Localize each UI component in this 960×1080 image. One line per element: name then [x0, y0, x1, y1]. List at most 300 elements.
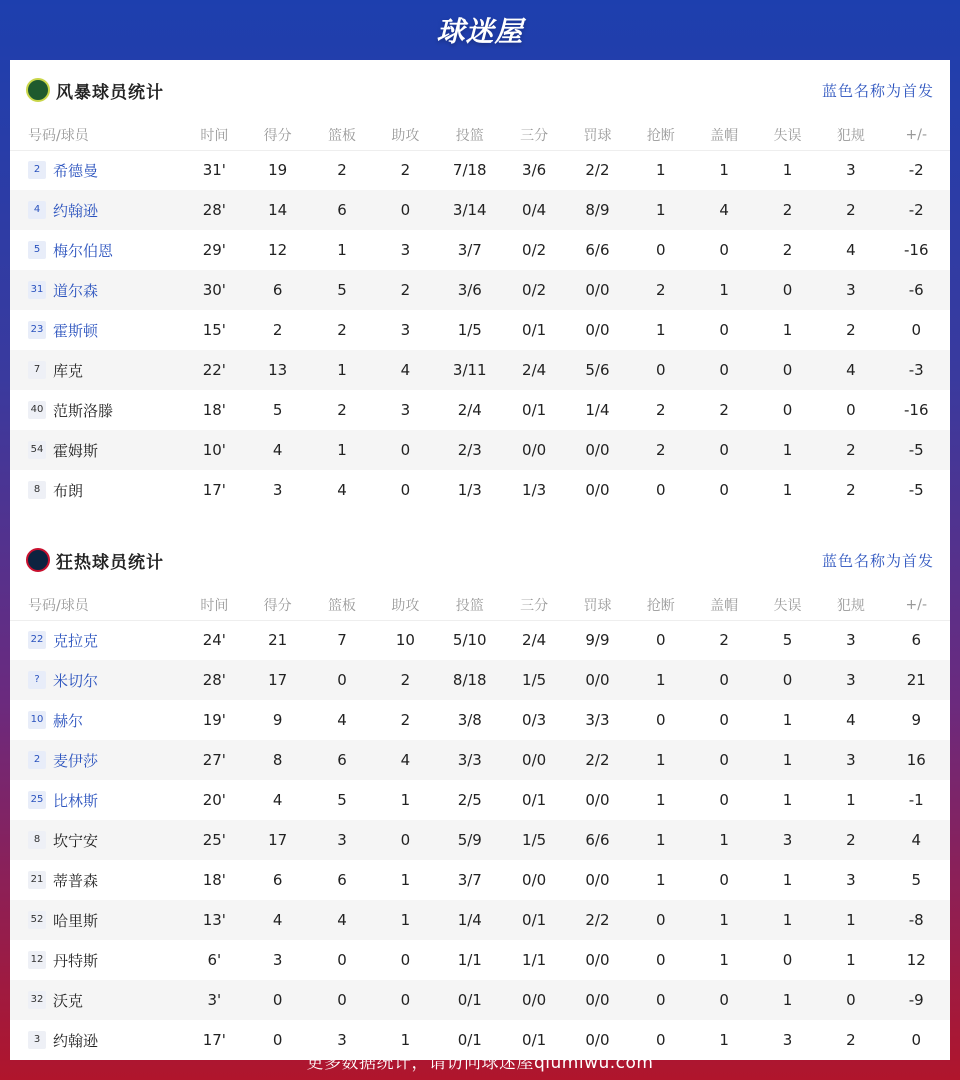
player-name-link[interactable]: 霍姆斯	[53, 441, 99, 460]
stat-cell: 0/0	[566, 430, 629, 470]
column-header: 抢断	[629, 120, 692, 150]
player-name-link[interactable]: 哈里斯	[53, 911, 99, 930]
stat-cell: 1	[310, 350, 373, 390]
stat-cell: 0	[629, 980, 692, 1020]
stat-cell: 0	[819, 390, 882, 430]
stat-cell: 30'	[184, 270, 245, 310]
stat-cell: 0/0	[566, 780, 629, 820]
player-name-link[interactable]: 范斯洛滕	[53, 401, 114, 420]
table-row	[10, 190, 950, 230]
stat-cell: 2	[819, 430, 882, 470]
table-row	[10, 270, 950, 310]
stat-cell: 0	[374, 430, 437, 470]
stat-cell: 17'	[184, 1020, 245, 1060]
team-section	[10, 530, 950, 1060]
stat-cell: 4	[819, 230, 882, 270]
stat-cell: 1	[629, 310, 692, 350]
stat-cell: 3	[819, 150, 882, 190]
player-name-link[interactable]: 坎宁安	[53, 831, 99, 850]
stat-cell: 2	[819, 310, 882, 350]
stat-cell: 17	[245, 820, 310, 860]
stat-cell: 3'	[184, 980, 245, 1020]
stat-cell: 14	[245, 190, 310, 230]
table-row	[10, 660, 950, 700]
stat-cell: 6/6	[566, 230, 629, 270]
stat-cell: 7	[310, 620, 373, 660]
stat-cell: 4	[883, 820, 950, 860]
stat-cell: 5/10	[437, 620, 502, 660]
stat-cell: 4	[819, 350, 882, 390]
player-cell	[10, 270, 184, 310]
stat-cell: 0	[374, 820, 437, 860]
jersey-number-badge: 21	[28, 871, 46, 889]
column-header: 号码/球员	[10, 590, 184, 620]
stat-cell: 13	[245, 350, 310, 390]
stat-cell: 1	[692, 940, 755, 980]
stat-cell: 2	[692, 620, 755, 660]
column-header: 抢断	[629, 590, 692, 620]
stat-cell: 2	[692, 390, 755, 430]
player-cell	[10, 900, 184, 940]
jersey-number-badge: 31	[28, 281, 46, 299]
stat-cell: -16	[883, 390, 950, 430]
column-header: 失误	[756, 590, 819, 620]
stat-cell: 0/1	[502, 390, 565, 430]
table-row	[10, 780, 950, 820]
stat-cell: 1	[756, 900, 819, 940]
stat-cell: 0/2	[502, 230, 565, 270]
stat-cell: 0/0	[566, 940, 629, 980]
player-name-link[interactable]: 沃克	[53, 991, 84, 1010]
column-header: 三分	[502, 120, 565, 150]
stat-cell: 18'	[184, 390, 245, 430]
player-cell	[10, 310, 184, 350]
stat-cell: 0	[692, 700, 755, 740]
column-header: 得分	[245, 120, 310, 150]
stat-cell: 0	[692, 230, 755, 270]
stat-cell: 2	[310, 390, 373, 430]
stat-cell: 1	[756, 780, 819, 820]
stat-cell: 2/4	[502, 350, 565, 390]
stat-cell: 2	[819, 470, 882, 510]
stat-cell: 1	[629, 740, 692, 780]
stat-cell: 1	[756, 150, 819, 190]
stat-cell: 1	[629, 780, 692, 820]
stats-table	[10, 120, 950, 510]
stat-cell: -9	[883, 980, 950, 1020]
player-name-link[interactable]: 约翰逊	[53, 201, 99, 220]
stat-cell: 6	[245, 270, 310, 310]
stat-cell: 2	[374, 150, 437, 190]
table-row	[10, 230, 950, 270]
stat-cell: -5	[883, 430, 950, 470]
stat-cell: 0/3	[502, 700, 565, 740]
stat-cell: 5	[310, 780, 373, 820]
stat-cell: 1	[756, 700, 819, 740]
stat-cell: 1	[819, 780, 882, 820]
section-title: 狂热球员统计	[56, 552, 164, 573]
jersey-number-badge: 3	[28, 1031, 46, 1049]
stat-cell: 1	[692, 900, 755, 940]
player-cell	[10, 390, 184, 430]
stat-cell: 21	[883, 660, 950, 700]
stat-cell: 4	[245, 430, 310, 470]
stats-table	[10, 590, 950, 1060]
stat-cell: 1	[629, 190, 692, 230]
stat-cell: 2	[629, 390, 692, 430]
player-cell	[10, 660, 184, 700]
jersey-number-badge: 8	[28, 481, 46, 499]
stat-cell: 15'	[184, 310, 245, 350]
stat-cell: 24'	[184, 620, 245, 660]
stat-cell: 6/6	[566, 820, 629, 860]
player-cell	[10, 700, 184, 740]
stat-cell: 1/4	[437, 900, 502, 940]
player-name-link[interactable]: 克拉克	[53, 631, 99, 650]
stat-cell: 0	[756, 940, 819, 980]
stat-cell: 0	[692, 310, 755, 350]
player-cell	[10, 190, 184, 230]
stat-cell: 1/1	[502, 940, 565, 980]
stat-cell: 0/4	[502, 190, 565, 230]
stat-cell: 2	[245, 310, 310, 350]
stat-cell: -1	[883, 780, 950, 820]
stat-cell: 0/0	[566, 470, 629, 510]
stat-cell: 0	[374, 940, 437, 980]
stat-cell: 0/1	[502, 780, 565, 820]
stat-cell: 2	[374, 660, 437, 700]
stat-cell: 0/0	[502, 430, 565, 470]
stat-cell: 2	[374, 270, 437, 310]
player-name-link[interactable]: 比林斯	[53, 791, 99, 810]
player-name-link[interactable]: 霍斯顿	[53, 321, 99, 340]
column-header: 助攻	[374, 120, 437, 150]
player-name-link[interactable]: 库克	[53, 361, 84, 380]
stat-cell: 8	[245, 740, 310, 780]
player-cell	[10, 230, 184, 270]
stat-cell: 2/4	[502, 620, 565, 660]
player-name-link[interactable]: 赫尔	[53, 711, 84, 730]
stat-cell: 1	[310, 230, 373, 270]
stat-cell: 0	[629, 620, 692, 660]
stat-cell: 0	[692, 980, 755, 1020]
stat-cell: 0	[374, 470, 437, 510]
stat-cell: 3/6	[437, 270, 502, 310]
column-header: 篮板	[310, 120, 373, 150]
stat-cell: 0	[310, 660, 373, 700]
fever-logo-icon	[26, 548, 50, 572]
player-name-link[interactable]: 布朗	[53, 481, 84, 500]
jersey-number-badge: 23	[28, 321, 46, 339]
stat-cell: 3	[374, 310, 437, 350]
section-title: 风暴球员统计	[56, 82, 164, 103]
player-name-link[interactable]: 蒂普森	[53, 871, 99, 890]
stat-cell: 1	[756, 470, 819, 510]
stat-cell: 19	[245, 150, 310, 190]
stat-cell: 0/0	[566, 1020, 629, 1060]
stat-cell: 0	[310, 980, 373, 1020]
stat-cell: 10	[374, 620, 437, 660]
stat-cell: 1	[692, 820, 755, 860]
column-header: +/-	[883, 590, 950, 620]
column-header: 犯规	[819, 120, 882, 150]
stat-cell: 17'	[184, 470, 245, 510]
stat-cell: 1	[692, 150, 755, 190]
stat-cell: 2	[756, 190, 819, 230]
stat-cell: 19'	[184, 700, 245, 740]
jersey-number-badge: 25	[28, 791, 46, 809]
stat-cell: 5	[310, 270, 373, 310]
stat-cell: 0	[692, 660, 755, 700]
column-header: 篮板	[310, 590, 373, 620]
column-header: 助攻	[374, 590, 437, 620]
column-header: 失误	[756, 120, 819, 150]
stat-cell: 1/5	[502, 660, 565, 700]
player-name-link[interactable]: 麦伊莎	[53, 751, 99, 770]
stat-cell: 0/1	[502, 310, 565, 350]
player-name-link[interactable]: 梅尔伯恩	[53, 241, 114, 260]
stat-cell: 0	[692, 430, 755, 470]
team-section	[10, 60, 950, 510]
table-row	[10, 820, 950, 860]
stat-cell: 0/0	[566, 270, 629, 310]
stat-cell: 0/0	[502, 740, 565, 780]
stat-cell: 3	[245, 940, 310, 980]
stat-cell: 0/0	[566, 860, 629, 900]
stat-cell: 3	[756, 1020, 819, 1060]
stat-cell: 3/3	[566, 700, 629, 740]
player-cell	[10, 430, 184, 470]
stat-cell: 3/14	[437, 190, 502, 230]
starter-note: 蓝色名称为首发	[821, 552, 934, 570]
stat-cell: 0	[692, 860, 755, 900]
stat-cell: 0	[310, 940, 373, 980]
stat-cell: 1	[629, 860, 692, 900]
stat-cell: 4	[245, 900, 310, 940]
table-row	[10, 740, 950, 780]
stat-cell: 0	[756, 270, 819, 310]
jersey-number-badge: 10	[28, 711, 46, 729]
table-row	[10, 150, 950, 190]
stat-cell: 4	[692, 190, 755, 230]
stat-cell: 1/5	[437, 310, 502, 350]
stat-cell: 1	[692, 270, 755, 310]
stat-cell: 20'	[184, 780, 245, 820]
stat-cell: 4	[374, 350, 437, 390]
stat-cell: 31'	[184, 150, 245, 190]
player-name-link[interactable]: 希德曼	[53, 161, 99, 180]
stat-cell: 3/8	[437, 700, 502, 740]
boxscore-card	[10, 60, 950, 1050]
stat-cell: 25'	[184, 820, 245, 860]
stat-cell: 3/7	[437, 230, 502, 270]
stat-cell: 2/5	[437, 780, 502, 820]
column-header: 号码/球员	[10, 120, 184, 150]
jersey-number-badge: 2	[28, 751, 46, 769]
stat-cell: 0	[629, 700, 692, 740]
jersey-number-badge: 22	[28, 631, 46, 649]
stat-cell: 1/5	[502, 820, 565, 860]
stat-cell: 28'	[184, 660, 245, 700]
stat-cell: 10'	[184, 430, 245, 470]
site-brand-logo: 球迷屋	[436, 15, 524, 48]
stat-cell: 5	[756, 620, 819, 660]
stat-cell: 1	[374, 860, 437, 900]
stat-cell: 6	[245, 860, 310, 900]
section-header	[10, 60, 950, 120]
stat-cell: 0	[245, 1020, 310, 1060]
stat-cell: 6	[310, 860, 373, 900]
stat-cell: 3	[819, 270, 882, 310]
player-cell	[10, 740, 184, 780]
team-sections	[10, 60, 950, 1060]
stat-cell: 0	[692, 780, 755, 820]
stat-cell: 8/18	[437, 660, 502, 700]
stat-cell: 0	[819, 980, 882, 1020]
column-header: 时间	[184, 590, 245, 620]
stat-cell: 12	[883, 940, 950, 980]
table-row	[10, 620, 950, 660]
stat-cell: 4	[310, 700, 373, 740]
stat-cell: -6	[883, 270, 950, 310]
stat-cell: 1	[629, 820, 692, 860]
stat-cell: 0/1	[437, 980, 502, 1020]
stat-cell: 3/6	[502, 150, 565, 190]
stat-cell: 0	[883, 1020, 950, 1060]
table-header-row	[10, 590, 950, 620]
column-header: +/-	[883, 120, 950, 150]
stat-cell: 13'	[184, 900, 245, 940]
stat-cell: 0	[756, 660, 819, 700]
stat-cell: 3/7	[437, 860, 502, 900]
player-cell	[10, 820, 184, 860]
stat-cell: 2/2	[566, 900, 629, 940]
stat-cell: 5	[245, 390, 310, 430]
stat-cell: 2	[629, 270, 692, 310]
stat-cell: 9/9	[566, 620, 629, 660]
stat-cell: 4	[819, 700, 882, 740]
stat-cell: 4	[310, 470, 373, 510]
stat-cell: 3	[310, 820, 373, 860]
stat-cell: 0	[245, 980, 310, 1020]
stat-cell: 0	[629, 470, 692, 510]
stat-cell: 3	[819, 740, 882, 780]
table-row	[10, 980, 950, 1020]
column-header: 盖帽	[692, 590, 755, 620]
stat-cell: 2/2	[566, 150, 629, 190]
stat-cell: 0/1	[502, 1020, 565, 1060]
stat-cell: 6	[310, 740, 373, 780]
stat-cell: 1	[756, 310, 819, 350]
stat-cell: 0	[756, 350, 819, 390]
table-row	[10, 310, 950, 350]
stat-cell: 1	[756, 980, 819, 1020]
stat-cell: 21	[245, 620, 310, 660]
stat-cell: 3	[819, 860, 882, 900]
stat-cell: 1	[692, 1020, 755, 1060]
column-header: 盖帽	[692, 120, 755, 150]
stat-cell: 4	[245, 780, 310, 820]
jersey-number-badge: 52	[28, 911, 46, 929]
stat-cell: 0/0	[566, 660, 629, 700]
stat-cell: 3	[245, 470, 310, 510]
stat-cell: -2	[883, 190, 950, 230]
footer-banner: 更多数据统计，请访问球迷屋qiumiwu.com	[306, 1052, 654, 1073]
stat-cell: 1	[629, 150, 692, 190]
stat-cell: 1	[756, 430, 819, 470]
stat-cell: 28'	[184, 190, 245, 230]
player-name-link[interactable]: 米切尔	[53, 671, 99, 690]
stat-cell: 3	[374, 390, 437, 430]
player-cell	[10, 620, 184, 660]
stat-cell: 0/2	[502, 270, 565, 310]
stat-cell: -3	[883, 350, 950, 390]
stat-cell: 3/11	[437, 350, 502, 390]
stat-cell: 2/3	[437, 430, 502, 470]
starter-note: 蓝色名称为首发	[821, 82, 934, 100]
section-gap	[10, 510, 950, 530]
stat-cell: 1/4	[566, 390, 629, 430]
jersey-number-badge: 4	[28, 201, 46, 219]
table-row	[10, 940, 950, 980]
stat-cell: 3	[374, 230, 437, 270]
column-header: 得分	[245, 590, 310, 620]
stat-cell: 1/3	[437, 470, 502, 510]
stat-cell: 17	[245, 660, 310, 700]
stat-cell: 8/9	[566, 190, 629, 230]
stat-cell: 5/6	[566, 350, 629, 390]
player-cell	[10, 860, 184, 900]
stat-cell: -8	[883, 900, 950, 940]
stat-cell: 0	[374, 980, 437, 1020]
player-name-link[interactable]: 约翰逊	[53, 1031, 99, 1050]
jersey-number-badge: 2	[28, 161, 46, 179]
stat-cell: 1	[819, 900, 882, 940]
player-name-link[interactable]: 道尔森	[53, 281, 99, 300]
column-header: 时间	[184, 120, 245, 150]
section-header	[10, 530, 950, 590]
stat-cell: 0/0	[502, 860, 565, 900]
player-name-link[interactable]: 丹特斯	[53, 951, 99, 970]
stat-cell: 6	[310, 190, 373, 230]
table-row	[10, 430, 950, 470]
stat-cell: 0	[629, 1020, 692, 1060]
stat-cell: 3	[819, 620, 882, 660]
stat-cell: 2	[819, 820, 882, 860]
storm-logo-icon	[26, 78, 50, 102]
player-cell	[10, 150, 184, 190]
stat-cell: 3	[756, 820, 819, 860]
jersey-number-badge: 5	[28, 241, 46, 259]
stat-cell: 1	[374, 1020, 437, 1060]
table-row	[10, 470, 950, 510]
table-row	[10, 350, 950, 390]
stat-cell: 0	[883, 310, 950, 350]
jersey-number-badge: 12	[28, 951, 46, 969]
column-header: 罚球	[566, 590, 629, 620]
stat-cell: -5	[883, 470, 950, 510]
table-row	[10, 700, 950, 740]
stat-cell: 22'	[184, 350, 245, 390]
stat-cell: 1	[374, 900, 437, 940]
stat-cell: 2	[310, 150, 373, 190]
stat-cell: 16	[883, 740, 950, 780]
stat-cell: -16	[883, 230, 950, 270]
column-header: 投篮	[437, 590, 502, 620]
stat-cell: 0	[756, 390, 819, 430]
stat-cell: 0	[692, 350, 755, 390]
stat-cell: 3/3	[437, 740, 502, 780]
